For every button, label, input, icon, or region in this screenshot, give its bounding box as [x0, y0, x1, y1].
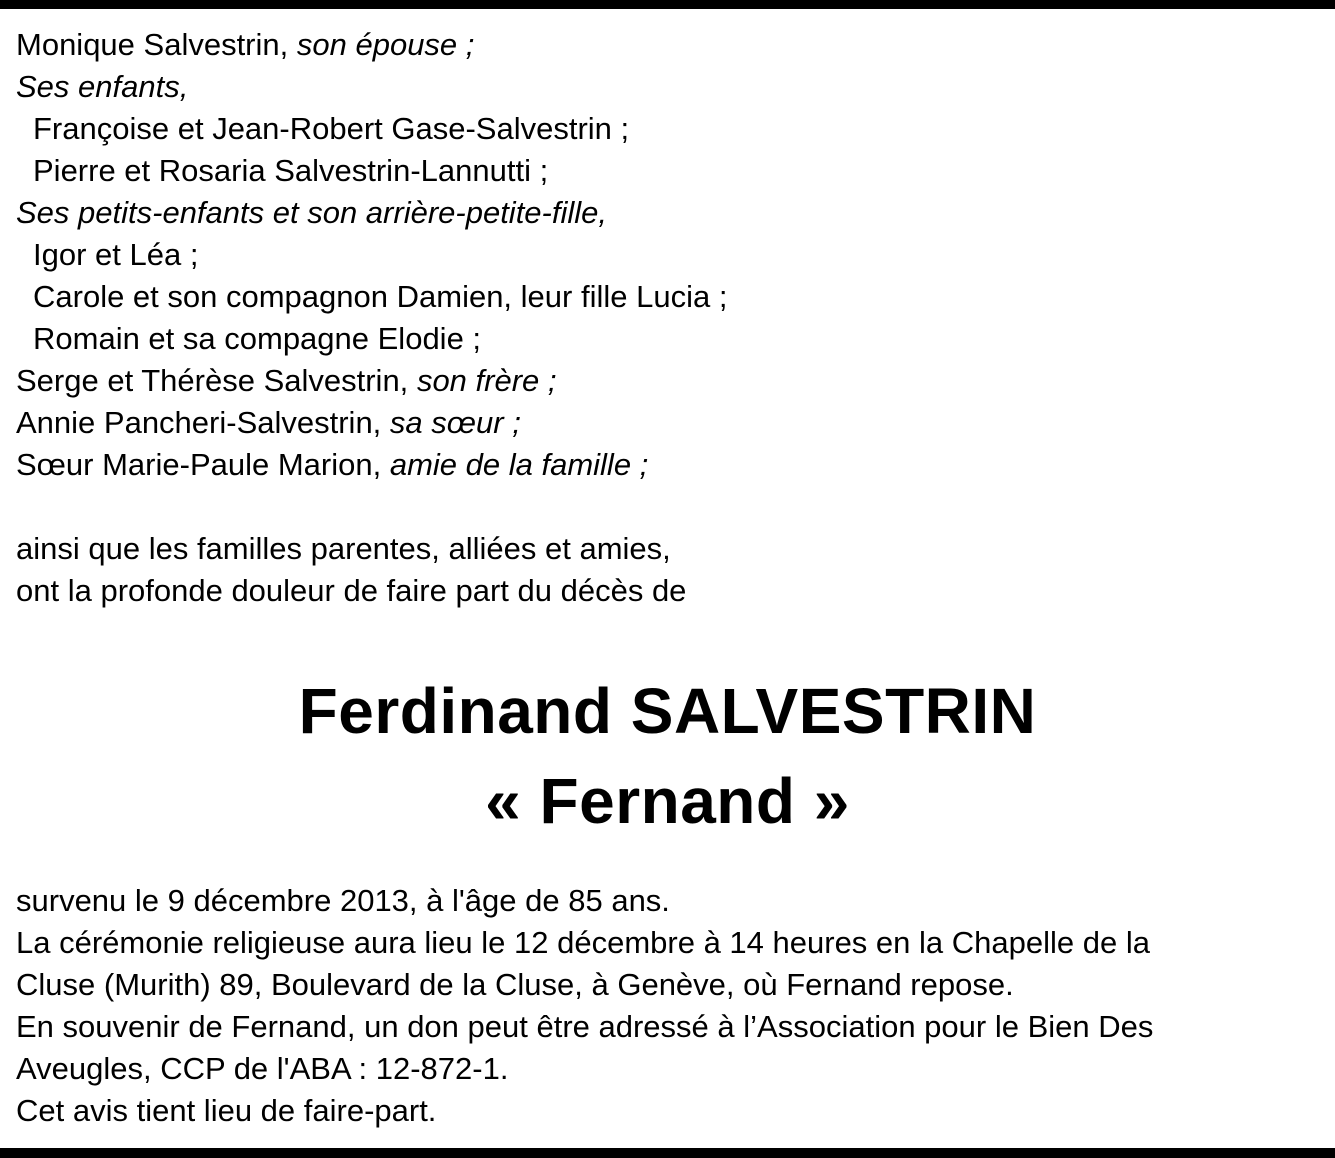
- family-heading: Ses enfants,: [16, 69, 189, 104]
- top-rule: [0, 0, 1335, 9]
- family-list: [16, 24, 1321, 612]
- deceased-nickname: « Fernand »: [485, 765, 850, 837]
- family-name: Serge et Thérèse Salvestrin,: [16, 363, 409, 398]
- closing-line: En souvenir de Fernand, un don peut être adressé à l’Association pour le Bien Des: [16, 1009, 1154, 1044]
- family-member: Igor et Léa ;: [33, 237, 199, 272]
- family-member: Françoise et Jean-Robert Gase-Salvestrin ;: [33, 111, 630, 146]
- closing-line: Cluse (Murith) 89, Boulevard de la Cluse, à Genève, où Fernand repose.: [16, 967, 1014, 1002]
- family-name: Sœur Marie-Paule Marion,: [16, 447, 382, 482]
- closing-line: Aveugles, CCP de l'ABA : 12-872-1.: [16, 1051, 509, 1086]
- closing-line: La cérémonie religieuse aura lieu le 12 décembre à 14 heures en la Chapelle de la: [16, 925, 1150, 960]
- deceased-full-name: Ferdinand SALVESTRIN: [298, 675, 1037, 747]
- family-line: [16, 24, 1321, 66]
- family-line: [16, 360, 1321, 402]
- family-member: Carole et son compagnon Damien, leur fille Lucia ;: [33, 279, 728, 314]
- closing-text: [16, 880, 1321, 1132]
- closing-line: Cet avis tient lieu de faire-part.: [16, 1093, 437, 1128]
- family-relation: son frère ;: [416, 363, 557, 398]
- family-member: Romain et sa compagne Elodie ;: [33, 321, 482, 356]
- family-member: Pierre et Rosaria Salvestrin-Lannutti ;: [33, 153, 549, 188]
- deceased-name-block: [0, 666, 1335, 846]
- announcement-line: ont la profonde douleur de faire part du décès de: [16, 573, 687, 608]
- bottom-rule: [0, 1148, 1335, 1158]
- family-line: [16, 402, 1321, 444]
- closing-line: survenu le 9 décembre 2013, à l'âge de 85 ans.: [16, 883, 670, 918]
- spacer: [16, 486, 1321, 528]
- family-heading: Ses petits-enfants et son arrière-petite-fille,: [16, 195, 607, 230]
- family-name: Annie Pancheri-Salvestrin,: [16, 405, 382, 440]
- family-line: [16, 444, 1321, 486]
- announcement-line: ainsi que les familles parentes, alliées et amies,: [16, 531, 671, 566]
- family-relation: sa sœur ;: [389, 405, 521, 440]
- family-relation: son épouse ;: [296, 27, 475, 62]
- family-relation: amie de la famille ;: [389, 447, 649, 482]
- family-name: Monique Salvestrin,: [16, 27, 289, 62]
